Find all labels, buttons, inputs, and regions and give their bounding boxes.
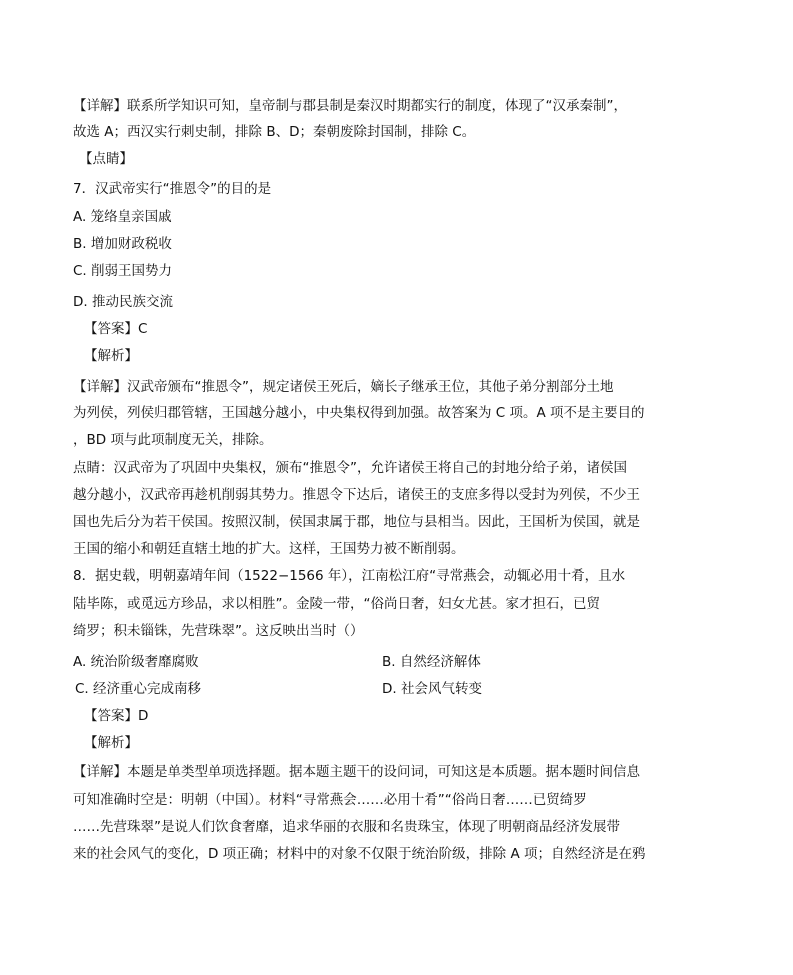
q8-question-line1: 8．据史载，明朝嘉靖年间（1522−1566 年），江南松江府“寻常燕会，动辄必用十肴，且水 — [73, 568, 626, 584]
q7-answer: 【答案】C — [84, 321, 148, 337]
q6-explanation-line1: 【详解】联系所学知识可知，皇帝制与郡县制是秦汉时期都实行的制度，体现了“汉承秦制”， — [73, 98, 627, 114]
q7-point-line2: 越分越小，汉武帝再趁机削弱其势力。推恩令下达后，诸侯王的支庶多得以受封为列侯，不少王 — [73, 487, 640, 503]
q7-point-line3: 国也先后分为若干侯国。按照汉制，侯国隶属于郡，地位与县相当。因此，王国析为侯国，就是 — [73, 514, 640, 530]
q6-point-label: 【点睛】 — [79, 151, 133, 167]
q8-detail-line4: 来的社会风气的变化，D 项正确；材料中的对象不仅限于统治阶级，排除 A 项；自然经济是在鸦 — [73, 846, 646, 862]
q8-analysis-label: 【解析】 — [84, 735, 138, 751]
q7-question: 7．汉武帝实行“推恩令”的目的是 — [73, 181, 272, 197]
q8-detail-line3: ……先营珠翠”是说人们饮食奢靡，追求华丽的衣服和名贵珠宝，体现了明朝商品经济发展带 — [73, 819, 620, 835]
q8-detail-line2: 可知准确时空是：明朝（中国）。材料“寻常燕会……必用十肴”“俗尚日奢……已贸绮罗 — [73, 792, 587, 808]
q7-option-b: B. 增加财政税收 — [73, 236, 172, 252]
q8-option-a: A. 统治阶级奢靡腐败 — [73, 654, 199, 670]
q7-option-a: A. 笼络皇亲国戚 — [73, 209, 172, 225]
q7-analysis-label: 【解析】 — [84, 348, 138, 364]
q8-option-d: D. 社会风气转变 — [382, 681, 482, 697]
q7-point-line4: 王国的缩小和朝廷直辖土地的扩大。这样，王国势力被不断削弱。 — [73, 541, 465, 557]
q6-explanation-line2: 故选 A；西汉实行刺史制，排除 B、D；秦朝废除封国制，排除 C。 — [73, 124, 476, 140]
q7-detail-line1: 【详解】汉武帝颁布“推恩令”，规定诸侯王死后，嫡长子继承王位，其他子弟分割部分土地 — [73, 379, 614, 395]
q7-point-line1: 点睛：汉武帝为了巩固中央集权，颁布“推恩令”，允许诸侯王将自己的封地分给子弟，诸侯国 — [73, 460, 627, 476]
q7-detail-line2: 为列侯，列侯归郡管辖，王国越分越小，中央集权得到加强。故答案为 C 项。A 项不是主要目的 — [73, 405, 645, 421]
q8-question-line2: 陆毕陈，或觅远方珍品，求以相胜”。金陵一带，“俗尚日奢，妇女尤甚。家才担石，已贸 — [73, 596, 600, 612]
q8-answer: 【答案】D — [84, 708, 149, 724]
q7-detail-line3: ，BD 项与此项制度无关，排除。 — [73, 432, 273, 448]
q7-option-c: C. 削弱王国势力 — [73, 263, 173, 279]
q7-option-d: D. 推动民族交流 — [73, 294, 173, 310]
q8-option-b: B. 自然经济解体 — [382, 654, 481, 670]
q8-detail-line1: 【详解】本题是单类型单项选择题。据本题主题干的设问词，可知这是本质题。据本题时间信息 — [73, 764, 640, 780]
q8-question-line3: 绮罗；积未锱铢，先营珠翠”。这反映出当时（） — [73, 623, 364, 639]
q8-option-c: C. 经济重心完成南移 — [75, 681, 202, 697]
